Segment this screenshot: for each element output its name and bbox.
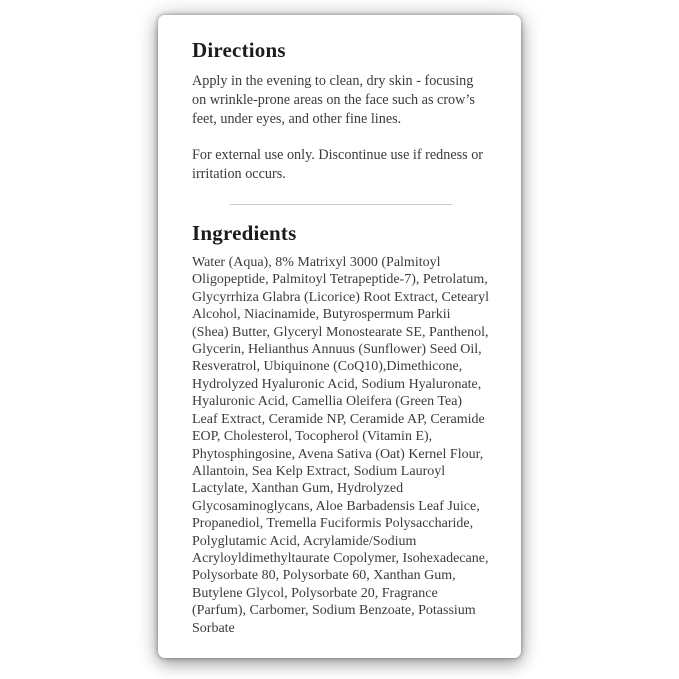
label-content [158,15,521,637]
directions-usage-text: Apply in the evening to clean, dry skin - focusing on wrinkle-prone areas on the face such as crow’s feet, under eyes, and other fine lines. [192,72,475,127]
product-label-card [158,15,521,658]
ingredients-heading: Ingredients [192,220,297,245]
directions-precautions-text: For external use only. Discontinue use if redness or irritation occurs. [192,146,484,182]
directions-heading: Directions [192,38,286,62]
ingredients-list-text: Water (Aqua), 8% Matrixyl 3000 (Palmitoyl Oligopeptide, Palmitoyl Tetrapeptide-7), Petrolatum, Glycyrrhiza Glabra (Licorice) Root Extract, Cetearyl Alcohol, Niacinamide, Butyrospermum Parkii (Shea) Butter, Glyceryl Monostearate SE, Panthenol, Glycerin, Helianthus Annuus (Sunflower) Seed Oil, Resveratrol, Ubiquinone (CoQ10),Dimethicone, Hydrolyzed Hyaluronic Acid, Sodium Hyaluronate, Hyaluronic Acid, Camellia Oleifera (Green Tea) Leaf Extract, Ceramide NP, Ceramide AP, Ceramide EOP, Cholesterol, Tocopherol (Vitamin E), Phytosphingosine, Avena Sativa (Oat) Kernel Flour, Allantoin, Sea Kelp Extract, Sodium Lauroyl Lactylate, Xanthan Gum, Hydrolyzed Glycosaminoglycans, Aloe Barbadensis Leaf Juice, Propanediol, Tremella Fuciformis Polysaccharide, Polyglutamic Acid, Acrylamide/Sodium Acryloyldimethyltaurate Copolymer, Isohexadecane, Polysorbate 80, Polysorbate 60, Xanthan Gum, Butylene Glycol, Polysorbate 20, Fragrance (Parfum), Carbomer, Sodium Benzoate, Potassium Sorbate [192,255,489,636]
section-divider [230,204,452,205]
